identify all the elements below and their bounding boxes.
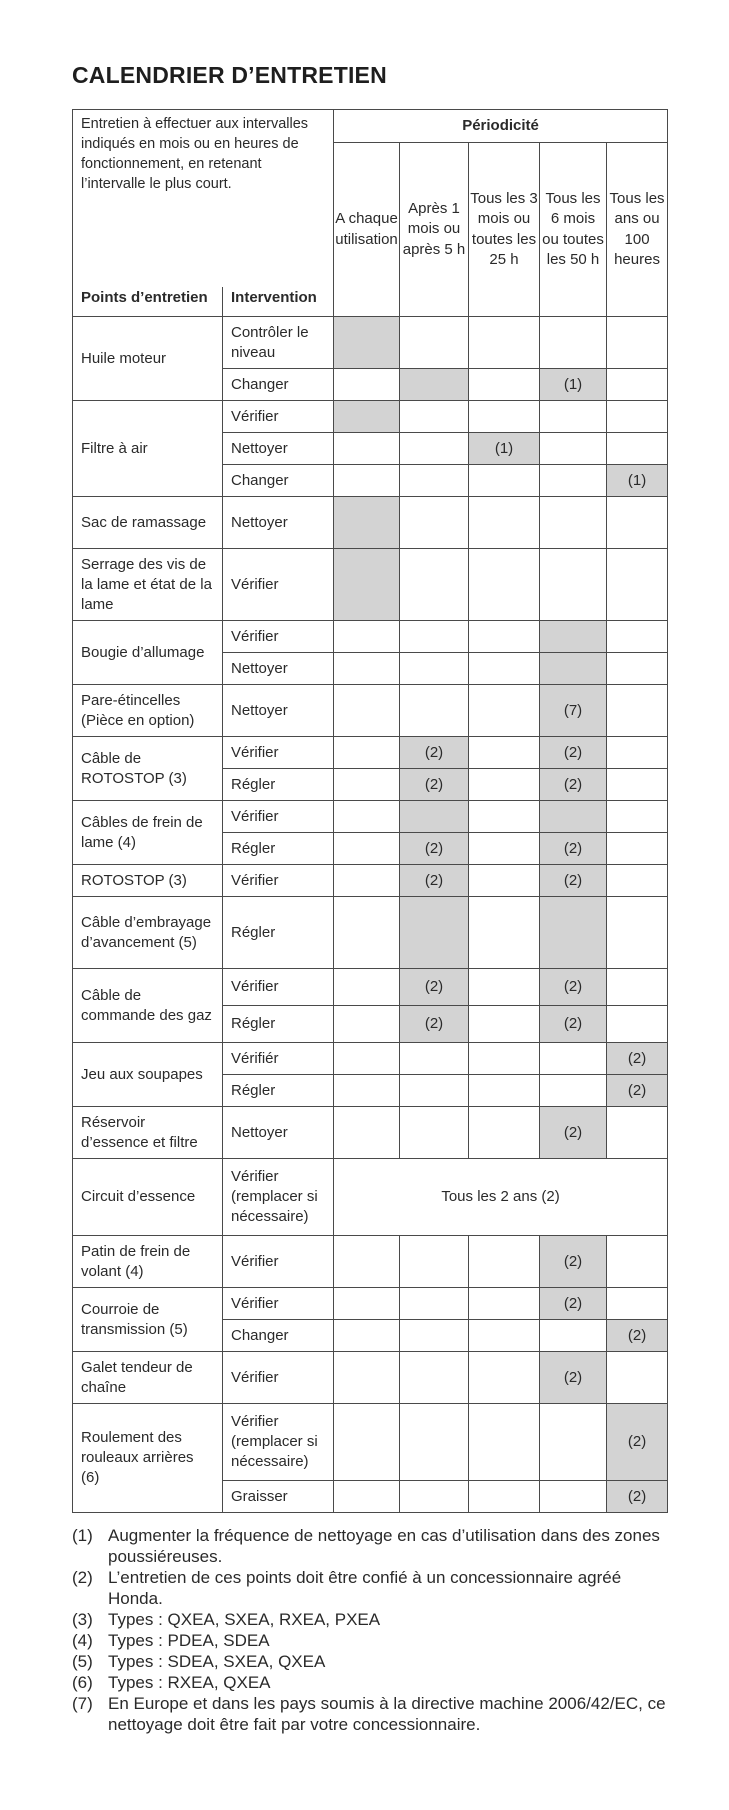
period-cell (400, 1043, 469, 1075)
maintenance-item: Serrage des vis de la lame et état de la lame (73, 549, 223, 621)
period-cell (540, 1320, 607, 1352)
col-header-action: Intervention (223, 287, 334, 317)
period-cell (400, 1075, 469, 1107)
period-cell: (2) (540, 1006, 607, 1043)
period-cell (400, 621, 469, 653)
intervention: Changer (223, 369, 334, 401)
period-cell: (2) (400, 737, 469, 769)
period-cell (334, 401, 400, 433)
period-cell: (2) (540, 1352, 607, 1404)
period-cell (607, 833, 668, 865)
intervention: Vérifier (remplacer si nécessaire) (223, 1159, 334, 1236)
maintenance-item: Roulement des rouleaux arrières (6) (73, 1404, 223, 1513)
maintenance-item: Huile moteur (73, 317, 223, 401)
table-row (73, 317, 668, 369)
period-cell: (2) (540, 737, 607, 769)
period-cell (334, 1107, 400, 1159)
period-cell (469, 317, 540, 369)
period-cell (469, 497, 540, 549)
period-cell (469, 1043, 540, 1075)
intro-text: Entretien à effectuer aux intervalles indiqués en mois ou en heures de fonctionnement, en retenant l’intervalle le plus court. (73, 110, 334, 287)
footnote (72, 1693, 672, 1735)
footnote-text: Types : SDEA, SXEA, QXEA (108, 1652, 326, 1671)
period-cell (334, 653, 400, 685)
period-cell (469, 969, 540, 1006)
freq-header-6-months: Tous les 6 mois ou toutes les 50 h (540, 143, 607, 317)
period-cell (334, 1481, 400, 1513)
period-cell (400, 401, 469, 433)
period-cell (334, 1320, 400, 1352)
footnote (72, 1630, 672, 1651)
period-cell (607, 1107, 668, 1159)
table-row (73, 1288, 668, 1320)
period-cell (469, 1320, 540, 1352)
period-cell (540, 317, 607, 369)
maintenance-item: Courroie de transmission (5) (73, 1288, 223, 1352)
period-cell (469, 621, 540, 653)
period-cell: (1) (469, 433, 540, 465)
footnote (72, 1651, 672, 1672)
period-cell (469, 685, 540, 737)
maintenance-item: Réservoir d’essence et filtre (73, 1107, 223, 1159)
period-cell (334, 549, 400, 621)
intervention: Contrôler le niveau (223, 317, 334, 369)
table-row (73, 1352, 668, 1404)
period-cell (540, 897, 607, 969)
freq-header-each-use: A chaque utilisation (334, 143, 400, 317)
table-row (73, 1107, 668, 1159)
footnote-text: Augmenter la fréquence de nettoyage en cas d’utilisation dans des zones poussiéreuses. (108, 1526, 660, 1566)
period-cell (607, 549, 668, 621)
intervention: Régler (223, 769, 334, 801)
period-cell (469, 1006, 540, 1043)
intervention: Vérifier (223, 865, 334, 897)
period-cell (400, 433, 469, 465)
period-cell (469, 1075, 540, 1107)
period-cell (469, 369, 540, 401)
period-cell (607, 1236, 668, 1288)
period-cell (607, 1288, 668, 1320)
maintenance-item: Câble d’embrayage d’avancement (5) (73, 897, 223, 969)
period-cell: (2) (607, 1075, 668, 1107)
table-row (73, 549, 668, 621)
maintenance-item: Sac de ramassage (73, 497, 223, 549)
footnote-number: (6) (72, 1673, 93, 1692)
period-cell (469, 833, 540, 865)
period-cell (469, 897, 540, 969)
period-cell: (2) (607, 1320, 668, 1352)
period-cell: (2) (540, 1107, 607, 1159)
period-cell (540, 401, 607, 433)
period-cell (334, 737, 400, 769)
intervention: Vérifier (223, 401, 334, 433)
table-row (73, 737, 668, 769)
intervention: Vérifier (223, 801, 334, 833)
intervention: Nettoyer (223, 685, 334, 737)
footnote (72, 1672, 672, 1693)
period-cell (334, 1043, 400, 1075)
period-cell (400, 897, 469, 969)
period-cell (607, 685, 668, 737)
intervention: Vérifier (223, 1352, 334, 1404)
period-cell (540, 1404, 607, 1481)
period-cell (540, 549, 607, 621)
period-cell (334, 769, 400, 801)
period-cell (334, 1404, 400, 1481)
intervention: Vérifier (223, 549, 334, 621)
period-cell (540, 801, 607, 833)
intervention: Nettoyer (223, 433, 334, 465)
intervention: Nettoyer (223, 1107, 334, 1159)
period-cell (607, 897, 668, 969)
period-cell (607, 621, 668, 653)
header-row (73, 110, 668, 143)
period-cell: (2) (400, 969, 469, 1006)
table-row (73, 497, 668, 549)
table-row (73, 401, 668, 433)
period-cell (607, 801, 668, 833)
footnote-number: (4) (72, 1631, 93, 1650)
maintenance-item: Câble de ROTOSTOP (3) (73, 737, 223, 801)
maintenance-item: Galet tendeur de chaîne (73, 1352, 223, 1404)
intervention: Vérifier (223, 621, 334, 653)
table-row (73, 801, 668, 833)
period-cell (607, 865, 668, 897)
period-cell: (2) (540, 769, 607, 801)
footnote-number: (1) (72, 1526, 93, 1545)
table-body (73, 317, 668, 1513)
maintenance-item: Câble de commande des gaz (73, 969, 223, 1043)
period-cell (400, 1352, 469, 1404)
period-cell (334, 897, 400, 969)
intervention: Régler (223, 1075, 334, 1107)
maintenance-schedule-table (72, 109, 668, 1513)
period-cell (400, 685, 469, 737)
period-cell (469, 801, 540, 833)
period-cell: (2) (540, 1288, 607, 1320)
intervention: Vérifier (223, 969, 334, 1006)
period-cell (469, 1481, 540, 1513)
footnote-number: (5) (72, 1652, 93, 1671)
period-cell (334, 833, 400, 865)
period-cell (607, 401, 668, 433)
period-cell (607, 769, 668, 801)
footnote (72, 1609, 672, 1630)
footnote-number: (7) (72, 1694, 93, 1713)
table-row (73, 1236, 668, 1288)
table-row (73, 1404, 668, 1481)
period-cell (540, 653, 607, 685)
period-cell (540, 621, 607, 653)
footnote-text: Types : QXEA, SXEA, RXEA, PXEA (108, 1610, 381, 1629)
intervention: Vérifier (223, 1236, 334, 1288)
freq-header-yearly: Tous les ans ou 100 heures (607, 143, 668, 317)
footnote-text: L’entretien de ces points doit être confié à un concessionnaire agréé Honda. (108, 1568, 622, 1608)
period-cell (607, 969, 668, 1006)
period-cell (400, 465, 469, 497)
period-cell (400, 369, 469, 401)
intervention: Vérifiér (223, 1043, 334, 1075)
intervention: Vérifier (223, 737, 334, 769)
intervention: Nettoyer (223, 653, 334, 685)
footnote-number: (2) (72, 1568, 93, 1587)
page-title: CALENDRIER D’ENTRETIEN (72, 62, 387, 88)
period-cell: (2) (400, 769, 469, 801)
intervention: Vérifier (223, 1288, 334, 1320)
footnote (72, 1567, 672, 1609)
maintenance-item: Circuit d’essence (73, 1159, 223, 1236)
period-cell (400, 1481, 469, 1513)
period-cell (540, 465, 607, 497)
period-cell (334, 1236, 400, 1288)
period-cell (469, 401, 540, 433)
period-cell (469, 1107, 540, 1159)
period-cell (400, 801, 469, 833)
maintenance-item: Jeu aux soupapes (73, 1043, 223, 1107)
period-cell (607, 497, 668, 549)
intervention: Régler (223, 833, 334, 865)
maintenance-item: Câbles de frein de lame (4) (73, 801, 223, 865)
period-cell: (2) (540, 1236, 607, 1288)
period-cell (469, 1404, 540, 1481)
period-cell (400, 1320, 469, 1352)
period-cell (334, 865, 400, 897)
table-row (73, 621, 668, 653)
table-row (73, 685, 668, 737)
period-cell (607, 1006, 668, 1043)
period-cell (469, 1352, 540, 1404)
period-cell (400, 653, 469, 685)
period-cell (334, 433, 400, 465)
period-cell: (2) (540, 969, 607, 1006)
period-cell (607, 737, 668, 769)
footnote-text: Types : RXEA, QXEA (108, 1673, 271, 1692)
freq-header-1-month: Après 1 mois ou après 5 h (400, 143, 469, 317)
period-cell (400, 1107, 469, 1159)
period-cell (334, 969, 400, 1006)
period-cell: (1) (540, 369, 607, 401)
maintenance-item: Bougie d’allumage (73, 621, 223, 685)
intervention: Régler (223, 897, 334, 969)
period-cell (400, 497, 469, 549)
period-cell (469, 1288, 540, 1320)
table-row (73, 969, 668, 1006)
period-cell (607, 1352, 668, 1404)
period-cell (607, 653, 668, 685)
period-cell (469, 769, 540, 801)
period-cell (607, 317, 668, 369)
period-cell (400, 549, 469, 621)
maintenance-item: Pare-étincelles (Pièce en option) (73, 685, 223, 737)
period-cell (540, 1481, 607, 1513)
footnote-number: (3) (72, 1610, 93, 1629)
freq-header-3-months: Tous les 3 mois ou toutes les 25 h (469, 143, 540, 317)
period-cell: (2) (607, 1404, 668, 1481)
period-cell (334, 621, 400, 653)
period-cell (334, 1288, 400, 1320)
period-cell (400, 1236, 469, 1288)
period-cell: (2) (400, 865, 469, 897)
intervention: Vérifier (remplacer si nécessaire) (223, 1404, 334, 1481)
intervention: Changer (223, 1320, 334, 1352)
period-cell (469, 653, 540, 685)
period-cell (607, 433, 668, 465)
period-cell (540, 1075, 607, 1107)
period-cell (334, 497, 400, 549)
footnote (72, 1525, 672, 1567)
period-cell (334, 801, 400, 833)
period-cell (540, 497, 607, 549)
period-cell (469, 1236, 540, 1288)
period-cell (400, 1404, 469, 1481)
period-cell (334, 1352, 400, 1404)
period-cell (400, 1288, 469, 1320)
period-cell (607, 369, 668, 401)
table-row (73, 1159, 668, 1236)
period-cell (469, 865, 540, 897)
period-span-note: Tous les 2 ans (2) (334, 1159, 668, 1236)
intervention: Nettoyer (223, 497, 334, 549)
intervention: Changer (223, 465, 334, 497)
footnote-text: En Europe et dans les pays soumis à la directive machine 2006/42/EC, ce nettoyage doit être fait par votre concessionnaire. (108, 1694, 666, 1734)
period-cell: (2) (540, 865, 607, 897)
period-cell: (2) (540, 833, 607, 865)
footnote-text: Types : PDEA, SDEA (108, 1631, 270, 1650)
period-cell (334, 1075, 400, 1107)
period-cell: (2) (607, 1043, 668, 1075)
periodicite-header: Périodicité (334, 110, 668, 143)
maintenance-item: ROTOSTOP (3) (73, 865, 223, 897)
period-cell: (2) (607, 1481, 668, 1513)
intervention: Graisser (223, 1481, 334, 1513)
table-row (73, 865, 668, 897)
footnotes (72, 1525, 672, 1735)
period-cell (400, 317, 469, 369)
period-cell (334, 465, 400, 497)
maintenance-item: Filtre à air (73, 401, 223, 497)
maintenance-item: Patin de frein de volant (4) (73, 1236, 223, 1288)
period-cell (334, 317, 400, 369)
period-cell (334, 1006, 400, 1043)
period-cell: (2) (400, 833, 469, 865)
period-cell (540, 433, 607, 465)
period-cell (469, 549, 540, 621)
period-cell (469, 737, 540, 769)
period-cell (540, 1043, 607, 1075)
period-cell (334, 369, 400, 401)
period-cell: (7) (540, 685, 607, 737)
col-header-item: Points d’entretien (73, 287, 223, 317)
period-cell (334, 685, 400, 737)
period-cell (469, 465, 540, 497)
table-row (73, 897, 668, 969)
intervention: Régler (223, 1006, 334, 1043)
period-cell: (2) (400, 1006, 469, 1043)
period-cell: (1) (607, 465, 668, 497)
table-row (73, 1043, 668, 1075)
